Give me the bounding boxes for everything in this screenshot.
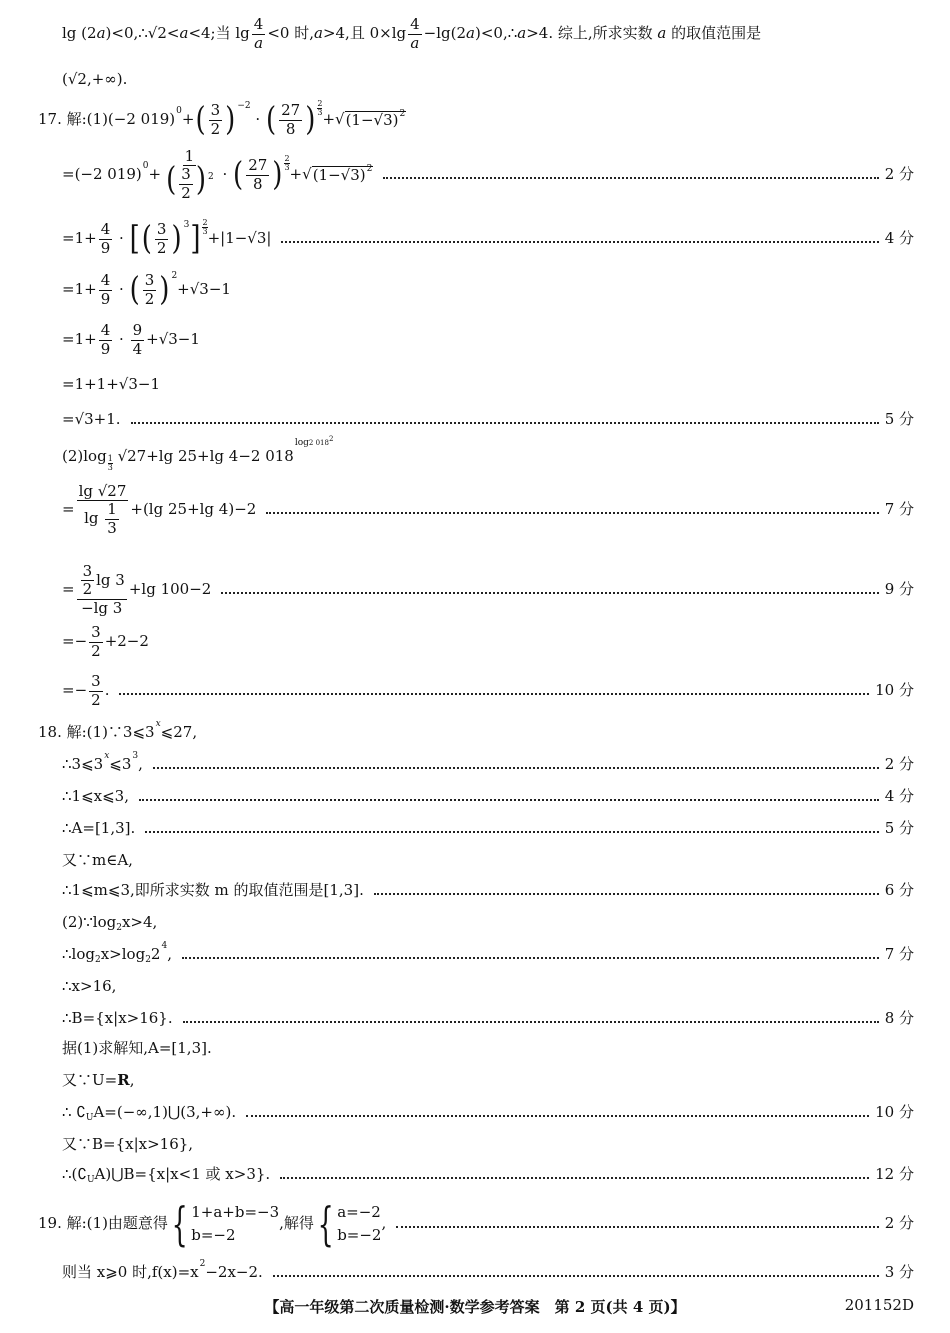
dot-leader bbox=[383, 177, 878, 179]
q17-line-12: =− $\frac{3}{2}$ . 10 分 bbox=[62, 672, 914, 709]
q18-line-13: ∴ ∁ U A=(−∞,1)⋃(3,+∞). 10 分 bbox=[62, 1103, 914, 1123]
q18-line-2: ∴3⩽3 x ⩽3 3 , 2 分 bbox=[62, 750, 914, 774]
footer-title: 【高一年级第二次质量检测·数学参考答案 第 2 页(共 4 页)】 bbox=[264, 1298, 686, 1316]
q17-line-2: =(−2 019) 0 + 1 ( $\frac{3}{2}$ ) $^2$ · ( $\frac{27}{8}$ ) 2 3 + √ $(1-√3)^2$ 2 分 bbox=[62, 147, 914, 202]
score-points: 2 分 bbox=[884, 165, 914, 184]
q18-line-11: 据(1)求解知,A=[1,3]. bbox=[62, 1039, 212, 1058]
q17-line-9: = lg √27 lg $\frac{1}{3}$ +(lg 25+lg 4)−2 7 分 bbox=[62, 482, 914, 537]
q17-line-1: 17. 解:(1)(−2 019) 0 + ( $\frac{3}{2}$ ) −2 · ( $\frac{27}{8}$ ) 2 3 + √ $(1-√3)^2$ bbox=[38, 98, 406, 139]
paper-code: 201152D bbox=[844, 1296, 914, 1314]
q17-line-5: =1+ $\frac{4}{9}$ · $\frac{9}{4}$ +√3−1 bbox=[62, 321, 200, 358]
q18-line-10: ∴B={x|x>16}. 8 分 bbox=[62, 1009, 914, 1028]
q19-line-1: 19. 解:(1)由题意得 { 1+a+b=−3 b=−2 ,解得 { a=−2 b=−2 , 2 分 bbox=[38, 1197, 914, 1251]
equation-system: { a=−2 b=−2 bbox=[317, 1197, 382, 1251]
q18-line-7: (2)∵log 2 x>4, bbox=[62, 913, 158, 933]
q18-line-15: ∴(∁ U A)⋃B={x|x<1 或 x>3}. 12 分 bbox=[62, 1165, 914, 1185]
q18-line-8: ∴log 2 x>log 2 2 4 , 7 分 bbox=[62, 940, 914, 965]
fraction: $\frac{4}{a}$ bbox=[253, 15, 264, 52]
q18-line-6: ∴1⩽m⩽3,即所求实数 m 的取值范围是[1,3]. 6 分 bbox=[62, 881, 914, 900]
q18-line-1: 18. 解:(1)∵3⩽3 x ⩽27, bbox=[38, 718, 198, 742]
q17-line-10: = $\frac{3}{2}$ lg 3 −lg 3 +lg 100−2 9 分 bbox=[62, 562, 914, 617]
top-line-1: lg (2 a )<0,∴√2< a <4;当 lg $\frac{4}{a}$ <0 时, a >4,且 0×lg $\frac{4}{a}$ −lg(2 a )<0,∴ a >4. 综上,所求实数 a 的取值范围是 bbox=[62, 15, 762, 52]
q18-line-4: ∴A=[1,3]. 5 分 bbox=[62, 819, 914, 838]
q18-line-5: 又∵m∈A, bbox=[62, 851, 133, 870]
q17-line-4: =1+ $\frac{4}{9}$ · ( $\frac{3}{2}$ ) 2 +√3−1 bbox=[62, 270, 231, 309]
q18-line-9: ∴x>16, bbox=[62, 977, 117, 996]
q17-line-7: =√3+1. 5 分 bbox=[62, 410, 914, 429]
q18-line-14: 又∵B={x|x>16}, bbox=[62, 1135, 194, 1154]
q18-line-12: 又∵U= R , bbox=[62, 1071, 135, 1090]
q18-line-3: ∴1⩽x⩽3, 4 分 bbox=[62, 787, 914, 806]
q17-part2-head: (2)log 1 3 √27 +lg 25+lg 4−2 018 log2 $018^2$ bbox=[62, 434, 334, 472]
top-line-2: (√2,+∞). bbox=[62, 70, 128, 89]
q17-line-3: =1+ $\frac{4}{9}$ · [ ( $\frac{3}{2}$ ) 3 ] 2 3 +|1−√3| 4 分 bbox=[62, 217, 914, 258]
q17-line-6: =1+1+√3−1 bbox=[62, 375, 161, 394]
fraction: $\frac{4}{a}$ bbox=[410, 15, 420, 52]
equation-system: { 1+a+b=−3 b=−2 bbox=[171, 1197, 280, 1251]
q19-line-2: 则当 x⩾0 时,f(x)=x 2 −2x−2. 3 分 bbox=[62, 1258, 914, 1282]
q17-line-11: =− $\frac{3}{2}$ +2−2 bbox=[62, 623, 149, 660]
